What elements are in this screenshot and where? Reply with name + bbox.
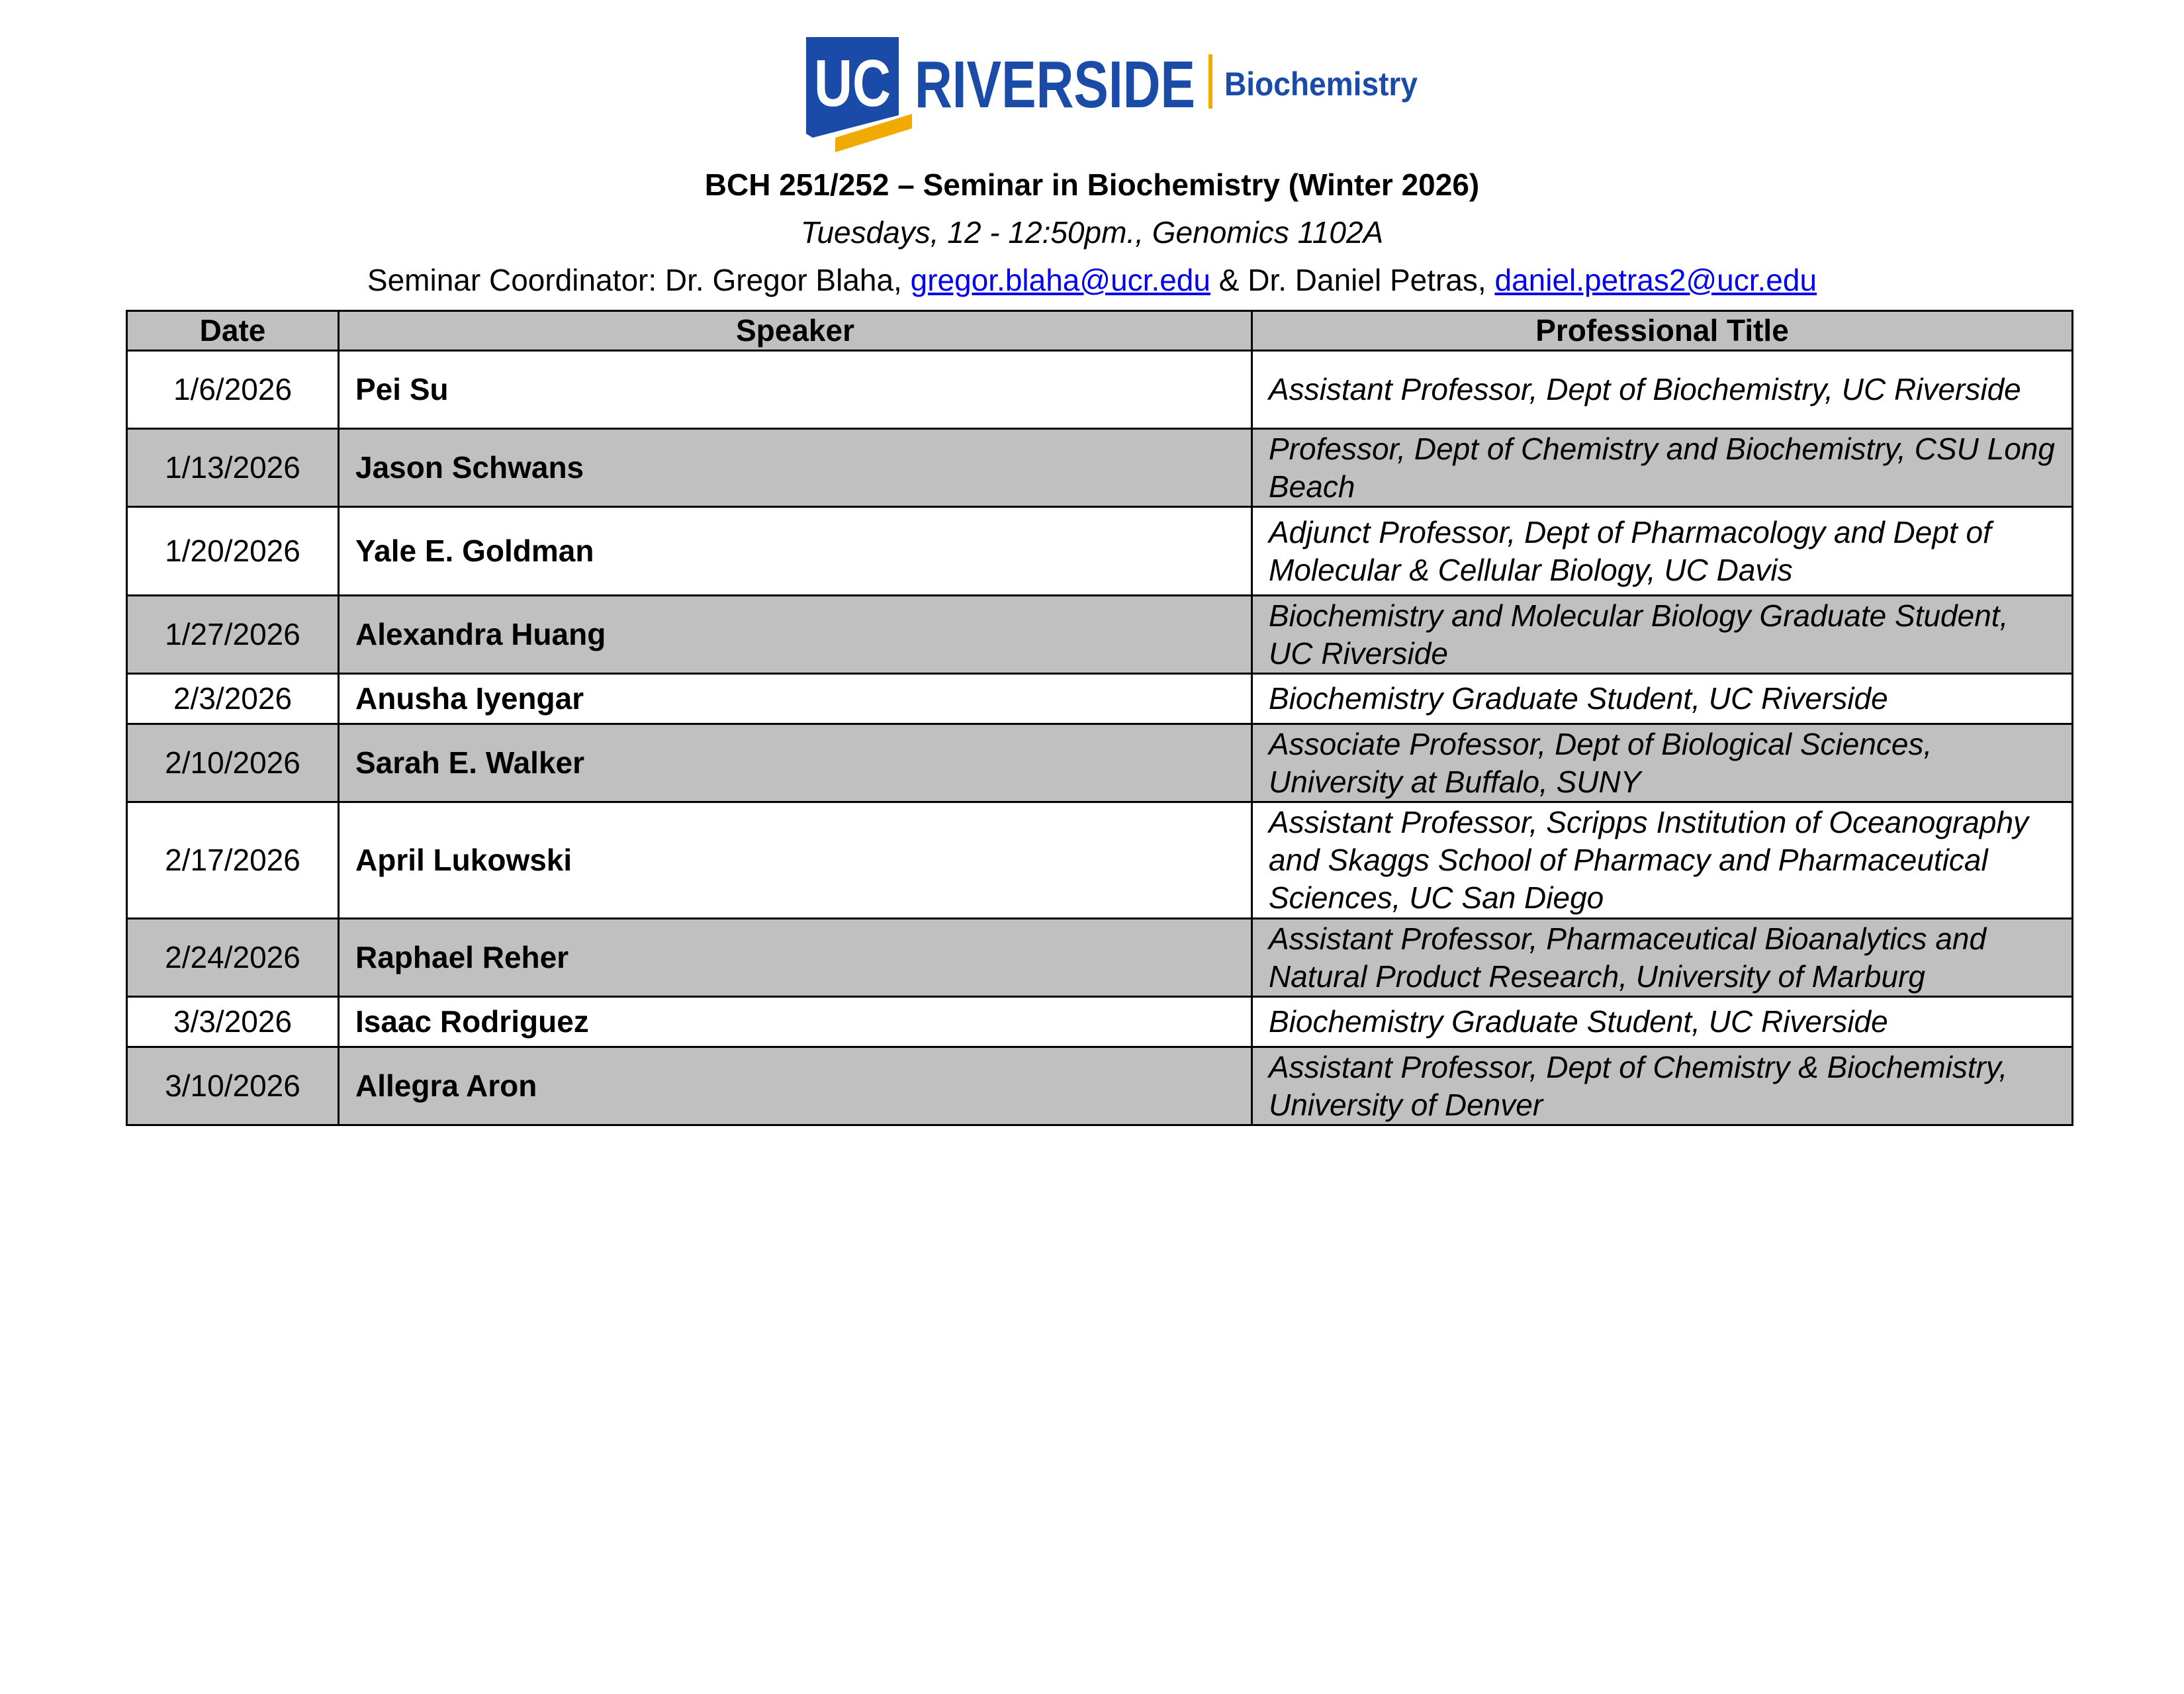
row-speaker: Pei Su	[339, 351, 1252, 429]
row-professional-title: Adjunct Professor, Dept of Pharmacology and Dept of Molecular & Cellular Biology, UC Davis	[1252, 507, 2073, 596]
seminar-coordinator-line	[0, 258, 2184, 302]
row-date: 2/24/2026	[127, 919, 339, 997]
row-date: 1/27/2026	[127, 596, 339, 674]
row-professional-title: Assistant Professor, Pharmaceutical Bioanalytics and Natural Product Research, University of Marburg	[1252, 919, 2073, 997]
coordinator-email-link-1[interactable]: gregor.blaha@ucr.edu	[910, 263, 1210, 297]
table-row	[127, 1047, 2073, 1125]
row-professional-title: Assistant Professor, Dept of Chemistry & Biochemistry, University of Denver	[1252, 1047, 2073, 1125]
uc-riverside-biochemistry-logo	[806, 34, 1422, 152]
table-row	[127, 997, 2073, 1047]
logo-riverside-text: RIVERSIDE	[915, 48, 1195, 122]
row-speaker: Yale E. Goldman	[339, 507, 1252, 596]
row-date: 1/20/2026	[127, 507, 339, 596]
row-speaker: Anusha Iyengar	[339, 674, 1252, 724]
seminar-schedule-table	[126, 310, 2073, 1126]
row-speaker: April Lukowski	[339, 802, 1252, 919]
row-date: 1/13/2026	[127, 429, 339, 507]
row-date: 2/3/2026	[127, 674, 339, 724]
row-professional-title: Assistant Professor, Dept of Biochemistry, UC Riverside	[1252, 351, 2073, 429]
row-date: 1/6/2026	[127, 351, 339, 429]
row-date: 2/10/2026	[127, 724, 339, 802]
column-header-speaker: Speaker	[339, 311, 1252, 351]
table-row	[127, 674, 2073, 724]
logo-uc-text: UC	[814, 46, 891, 120]
row-speaker: Allegra Aron	[339, 1047, 1252, 1125]
logo-divider	[1208, 54, 1212, 109]
table-row	[127, 596, 2073, 674]
table-row	[127, 724, 2073, 802]
table-row	[127, 802, 2073, 919]
table-row	[127, 507, 2073, 596]
row-speaker: Isaac Rodriguez	[339, 997, 1252, 1047]
row-date: 2/17/2026	[127, 802, 339, 919]
row-speaker: Jason Schwans	[339, 429, 1252, 507]
table-row	[127, 351, 2073, 429]
row-speaker: Sarah E. Walker	[339, 724, 1252, 802]
coordinator-middle: & Dr. Daniel Petras,	[1210, 263, 1495, 297]
row-professional-title: Biochemistry Graduate Student, UC Riverside	[1252, 674, 2073, 724]
row-professional-title: Assistant Professor, Scripps Institution of Oceanography and Skaggs School of Pharmacy and Pharmaceutical Sciences, UC San Diego	[1252, 802, 2073, 919]
table-row	[127, 429, 2073, 507]
logo-department-text: Biochemistry	[1224, 66, 1418, 103]
column-header-professional-title: Professional Title	[1252, 311, 2073, 351]
column-header-date: Date	[127, 311, 339, 351]
seminar-schedule-time: Tuesdays, 12 - 12:50pm., Genomics 1102A	[800, 215, 1384, 250]
row-speaker: Alexandra Huang	[339, 596, 1252, 674]
row-professional-title: Professor, Dept of Chemistry and Biochemistry, CSU Long Beach	[1252, 429, 2073, 507]
row-professional-title: Biochemistry and Molecular Biology Graduate Student, UC Riverside	[1252, 596, 2073, 674]
row-date: 3/10/2026	[127, 1047, 339, 1125]
table-header-row	[127, 311, 2073, 351]
seminar-title: BCH 251/252 – Seminar in Biochemistry (Winter 2026)	[704, 167, 1480, 202]
coordinator-prefix: Seminar Coordinator: Dr. Gregor Blaha,	[367, 263, 911, 297]
table-row	[127, 919, 2073, 997]
row-professional-title: Biochemistry Graduate Student, UC Riverside	[1252, 997, 2073, 1047]
row-date: 3/3/2026	[127, 997, 339, 1047]
row-speaker: Raphael Reher	[339, 919, 1252, 997]
coordinator-email-link-2[interactable]: daniel.petras2@ucr.edu	[1494, 263, 1817, 297]
row-professional-title: Associate Professor, Dept of Biological Sciences, University at Buffalo, SUNY	[1252, 724, 2073, 802]
